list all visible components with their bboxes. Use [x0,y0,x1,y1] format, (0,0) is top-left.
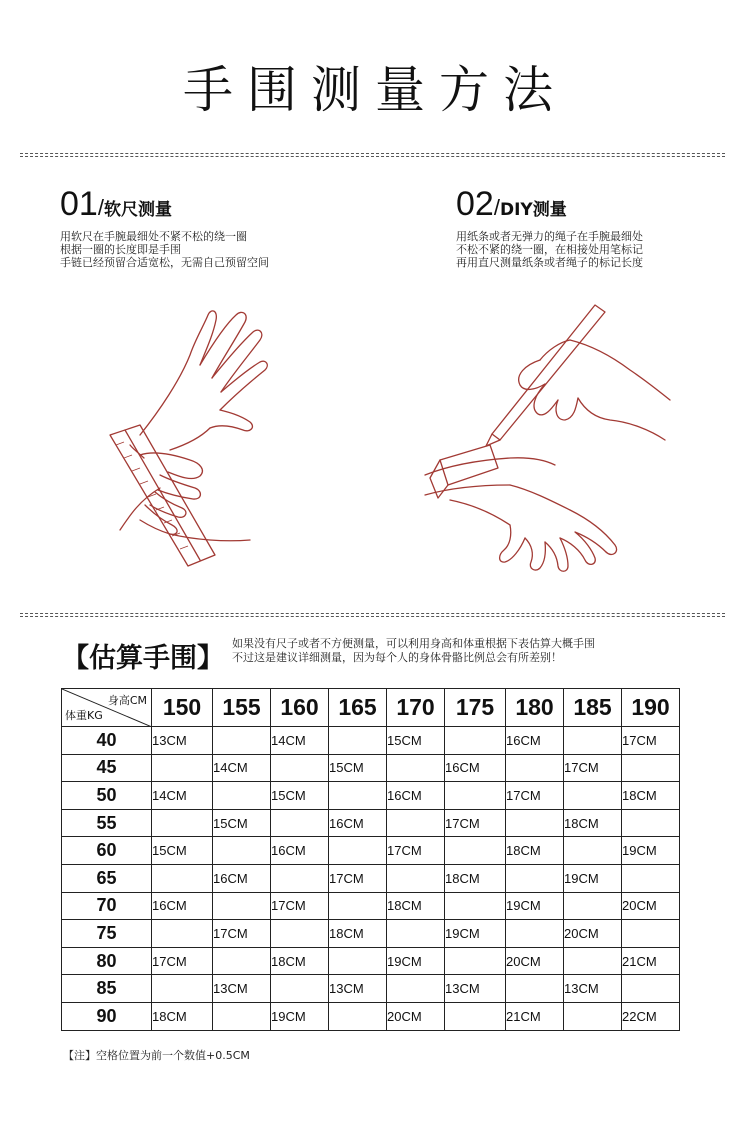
method-02-line: 用纸条或者无弹力的绳子在手腕最细处 [456,230,643,243]
size-cell: 17CM [506,782,564,810]
table-row [62,782,680,810]
size-cell [152,809,213,837]
table-row [62,947,680,975]
size-cell: 13CM [445,975,506,1003]
size-cell: 19CM [387,947,445,975]
weight-cell: 45 [62,754,152,782]
size-cell: 18CM [564,809,622,837]
size-cell: 18CM [271,947,329,975]
estimate-note-line: 不过这是建议详细测量，因为每个人的身体骨骼比例总会有所差别！ [232,651,562,664]
weight-axis-label: 体重KG [65,709,103,722]
size-cell: 13CM [564,975,622,1003]
size-cell: 15CM [387,727,445,755]
height-header-cell: 165 [329,689,387,727]
size-cell: 17CM [271,892,329,920]
method-01-number: 01 [60,185,98,223]
method-01-slash: / [97,195,104,220]
weight-cell: 50 [62,782,152,810]
size-cell [152,864,213,892]
height-axis-label: 身高CM [107,694,147,707]
size-cell [213,947,271,975]
method-01-line: 用软尺在手腕最细处不紧不松的绕一圈 [60,230,247,243]
size-cell: 21CM [622,947,680,975]
size-cell: 15CM [271,782,329,810]
size-cell: 18CM [445,864,506,892]
weight-cell: 55 [62,809,152,837]
size-cell [564,892,622,920]
hand-diy-strip-illustration [420,300,680,580]
method-01-subtitle: 软尺测量 [103,200,172,220]
size-cell [622,920,680,948]
size-cell [622,975,680,1003]
size-cell: 20CM [387,1002,445,1030]
estimate-note-line: 如果没有尺子或者不方便测量，可以利用身高和体重根据下表估算大概手围 [232,637,595,650]
size-cell: 19CM [445,920,506,948]
height-header-cell: 155 [213,689,271,727]
method-02-description [456,230,716,269]
size-cell: 13CM [213,975,271,1003]
height-header-cell: 190 [622,689,680,727]
weight-cell: 90 [62,1002,152,1030]
method-01 [60,185,320,269]
size-cell: 17CM [213,920,271,948]
size-cell: 13CM [329,975,387,1003]
size-cell [564,837,622,865]
size-cell: 16CM [271,837,329,865]
size-cell: 17CM [329,864,387,892]
weight-cell: 65 [62,864,152,892]
size-cell: 15CM [213,809,271,837]
wrist-size-table [61,688,680,1031]
estimate-note [232,637,595,665]
weight-cell: 60 [62,837,152,865]
table-row [62,892,680,920]
size-cell [564,947,622,975]
size-cell: 22CM [622,1002,680,1030]
size-cell: 14CM [152,782,213,810]
size-cell [329,727,387,755]
table-row [62,920,680,948]
size-cell [445,892,506,920]
size-cell: 18CM [622,782,680,810]
size-cell: 19CM [506,892,564,920]
size-cell: 19CM [271,1002,329,1030]
size-cell: 17CM [622,727,680,755]
size-cell [271,920,329,948]
size-cell: 21CM [506,1002,564,1030]
size-cell: 15CM [152,837,213,865]
weight-cell: 85 [62,975,152,1003]
size-cell: 17CM [152,947,213,975]
size-cell [271,754,329,782]
size-cell: 20CM [564,920,622,948]
weight-cell: 40 [62,727,152,755]
size-cell [622,809,680,837]
size-cell [445,947,506,975]
size-cell [152,975,213,1003]
size-cell [506,920,564,948]
size-cell: 20CM [506,947,564,975]
size-cell: 16CM [152,892,213,920]
size-cell [506,975,564,1003]
size-cell: 18CM [387,892,445,920]
size-cell: 14CM [213,754,271,782]
height-header-cell: 175 [445,689,506,727]
size-cell: 19CM [622,837,680,865]
size-cell [152,920,213,948]
size-cell [387,754,445,782]
height-header-cell: 180 [506,689,564,727]
divider-top [20,153,725,154]
size-cell [445,837,506,865]
size-cell [506,864,564,892]
size-cell: 16CM [445,754,506,782]
footnote: 【注】空格位置为前一个数值+0.5CM [63,1049,250,1062]
method-02-slash: / [493,195,500,220]
size-cell: 17CM [387,837,445,865]
size-cell [387,975,445,1003]
height-header-cell: 185 [564,689,622,727]
table-body [62,727,680,1031]
size-cell [506,809,564,837]
size-cell: 16CM [387,782,445,810]
size-cell: 17CM [445,809,506,837]
weight-cell: 75 [62,920,152,948]
size-cell [445,1002,506,1030]
size-cell [445,782,506,810]
size-cell [506,754,564,782]
size-cell [213,837,271,865]
method-01-line: 手链已经预留合适宽松，无需自己预留空间 [60,256,269,269]
height-header-cell: 160 [271,689,329,727]
method-01-description [60,230,320,269]
size-cell [152,754,213,782]
size-cell [387,920,445,948]
size-cell [387,864,445,892]
table-row [62,975,680,1003]
method-02-subtitle: DIY测量 [499,200,567,220]
size-cell [329,1002,387,1030]
size-cell [329,782,387,810]
size-cell: 14CM [271,727,329,755]
table-row [62,1002,680,1030]
size-cell: 19CM [564,864,622,892]
size-cell [271,864,329,892]
size-cell [213,1002,271,1030]
size-cell [622,754,680,782]
size-cell [564,782,622,810]
size-cell [564,1002,622,1030]
hand-tape-measure-illustration [100,300,360,580]
size-cell: 15CM [329,754,387,782]
height-header-cell: 150 [152,689,213,727]
size-cell [329,892,387,920]
size-cell: 18CM [506,837,564,865]
size-cell [271,809,329,837]
table-row [62,754,680,782]
size-cell [622,864,680,892]
size-cell: 18CM [152,1002,213,1030]
size-cell: 18CM [329,920,387,948]
weight-cell: 70 [62,892,152,920]
size-cell [213,782,271,810]
size-cell [329,837,387,865]
size-cell: 16CM [213,864,271,892]
size-cell: 13CM [152,727,213,755]
method-01-line: 根据一圈的长度即是手围 [60,243,181,256]
table-row [62,809,680,837]
table-row [62,727,680,755]
size-cell: 17CM [564,754,622,782]
size-cell: 20CM [622,892,680,920]
size-cell [329,947,387,975]
table-corner-cell [62,689,152,727]
size-cell [387,809,445,837]
size-cell [213,892,271,920]
size-cell: 16CM [506,727,564,755]
height-header-cell: 170 [387,689,445,727]
method-02 [456,185,716,269]
method-02-line: 再用直尺测量纸条或者绳子的标记长度 [456,256,643,269]
size-cell [564,727,622,755]
method-02-number: 02 [456,185,494,223]
size-cell [271,975,329,1003]
table-header-row [62,689,680,727]
size-cell [445,727,506,755]
page-title: 手围测量方法 [183,61,567,119]
table-row [62,837,680,865]
method-02-line: 不松不紧的绕一圈，在相接处用笔标记 [456,243,643,256]
weight-cell: 80 [62,947,152,975]
size-cell: 16CM [329,809,387,837]
estimate-title: 【估算手围】 [62,643,224,674]
table-row [62,864,680,892]
size-cell [213,727,271,755]
divider-middle [20,613,725,614]
